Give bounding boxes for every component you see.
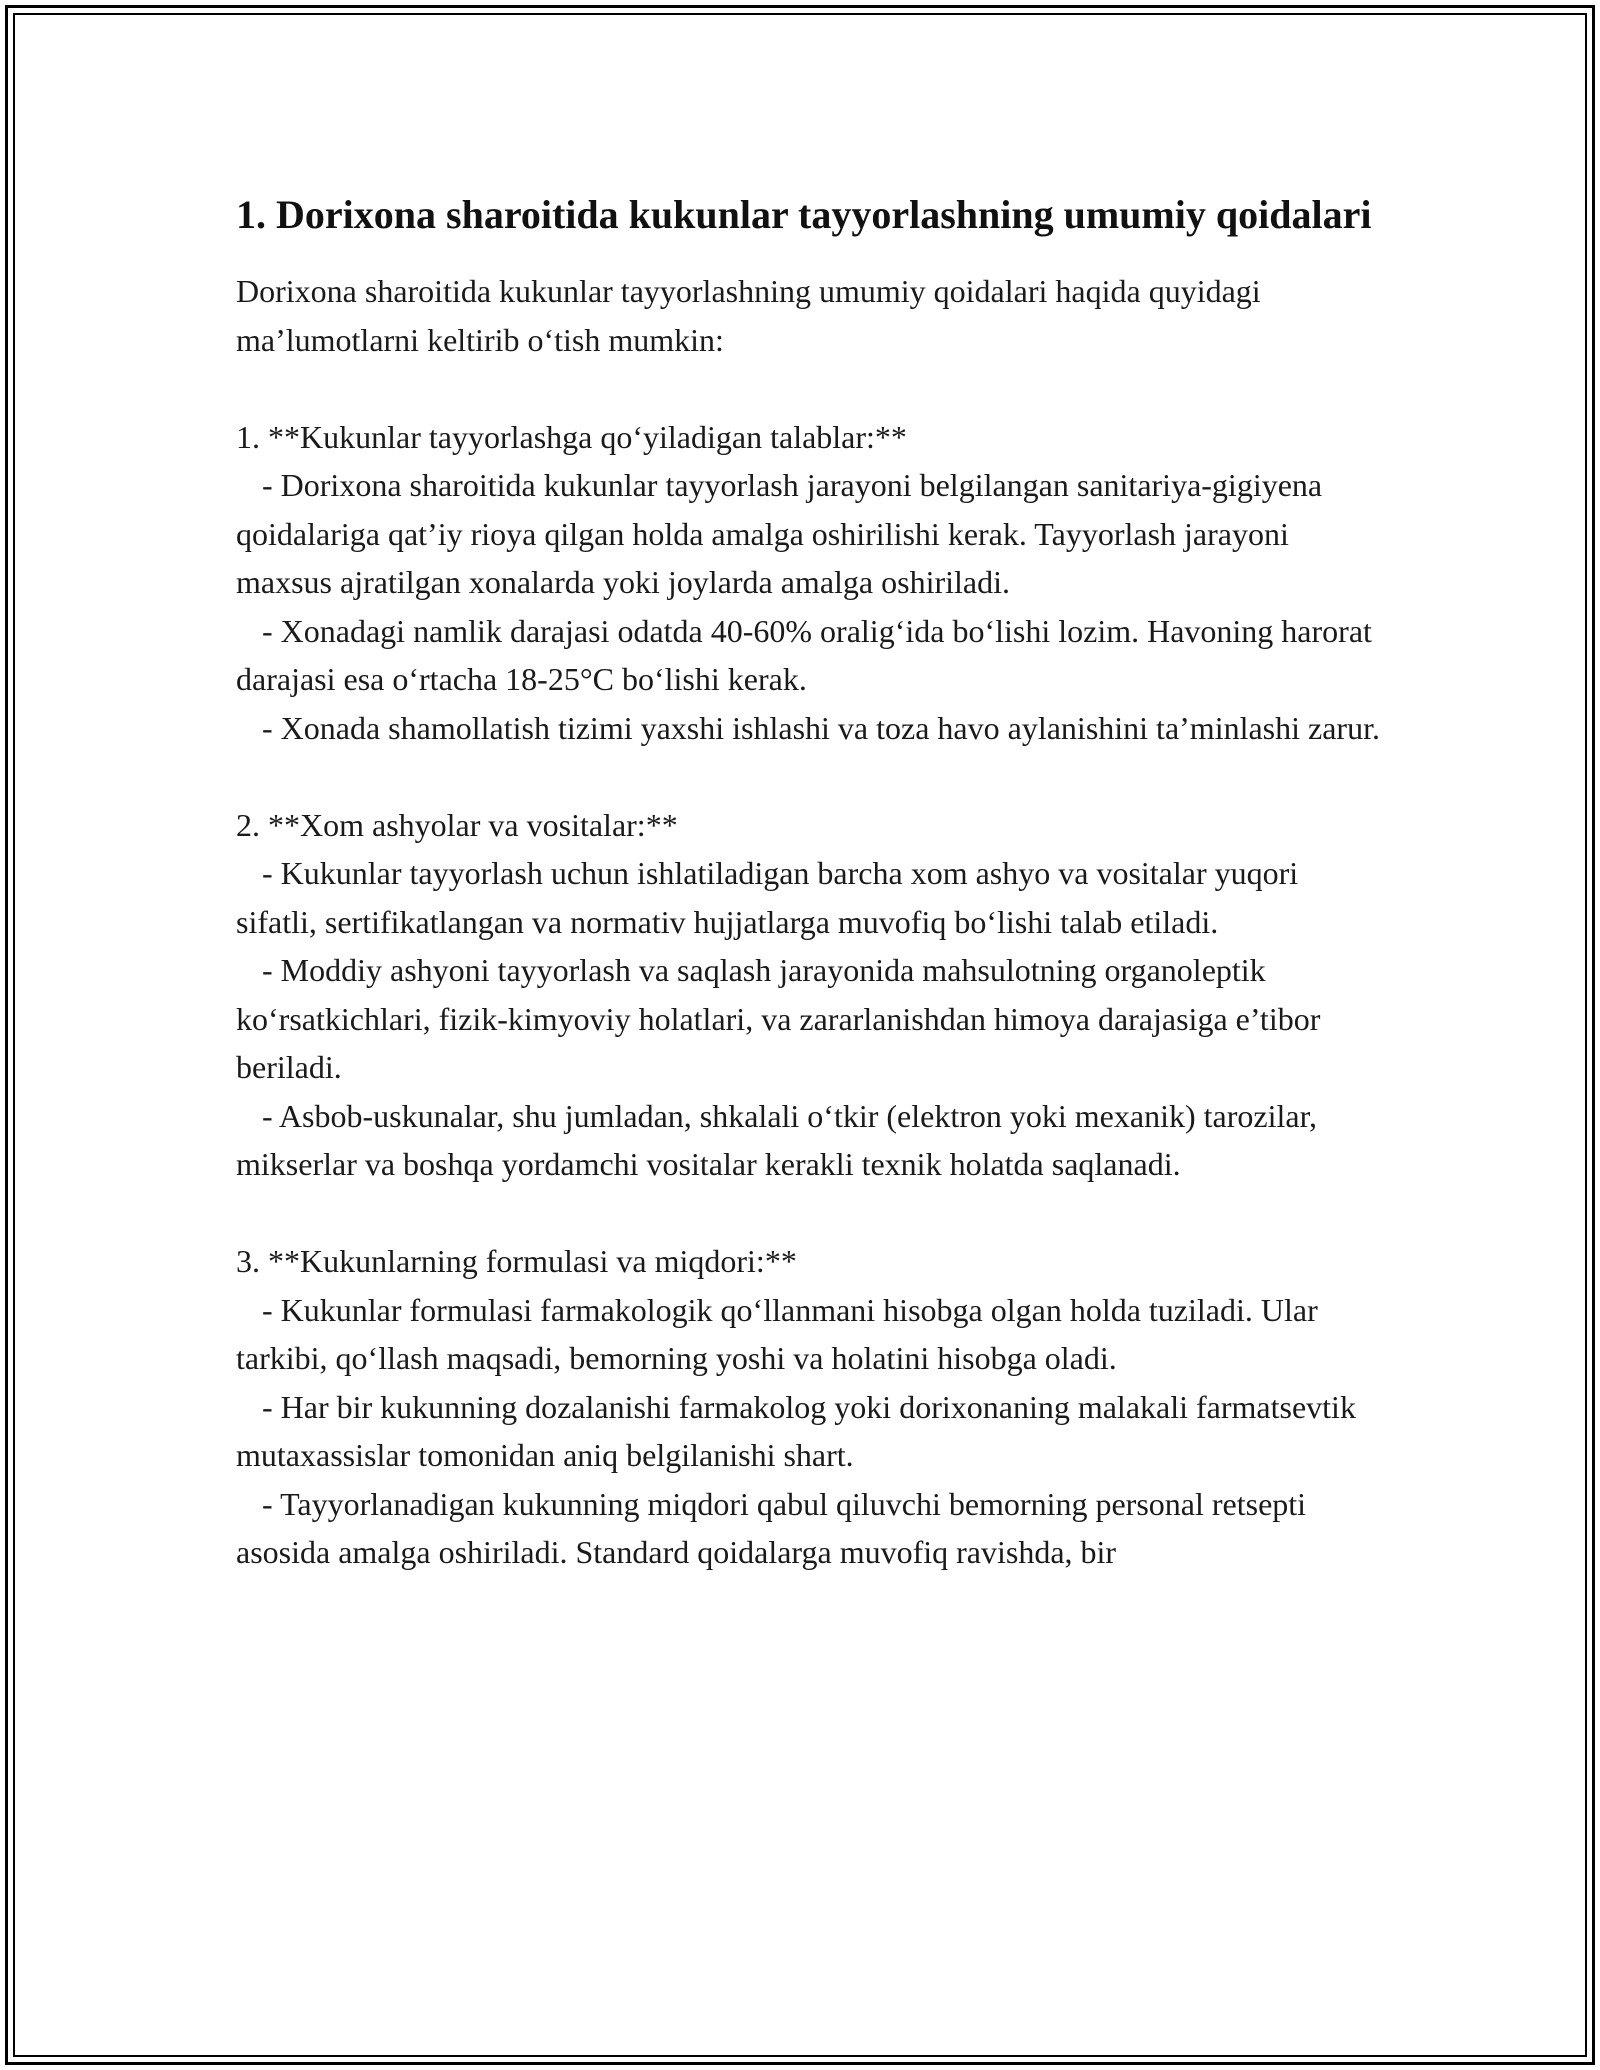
bullet-item: - Moddiy ashyoni tayyorlash va saqlash jarayonida mahsulotning organoleptik ko‘rsatkichlari, fizik-kimyoviy holatlari, va zararlanishdan himoya darajasiga e’tibor beriladi. — [236, 952, 1321, 1085]
section-3 — [236, 1237, 1386, 1577]
document-title: 1. Dorixona sharoitida kukunlar tayyorlashning umumiy qoidalari — [236, 192, 1372, 237]
bullet-item: - Dorixona sharoitida kukunlar tayyorlash jarayoni belgilangan sanitariya-gigiyena qoidalariga qat’iy rioya qilgan holda amalga oshirilishi kerak. Tayyorlash jarayoni maxsus ajratilgan xonalarda yoki joylarda amalga oshiriladi. — [236, 467, 1323, 600]
section-1 — [236, 413, 1386, 753]
section-heading: 1. **Kukunlar tayyorlashga qo‘yiladigan talablar:** — [236, 418, 907, 455]
intro-paragraph: Dorixona sharoitida kukunlar tayyorlashning umumiy qoidalari haqida quyidagi ma’lumotlarni keltirib o‘tish mumkin: — [236, 273, 1261, 358]
section-2 — [236, 801, 1386, 1189]
bullet-item: - Asbob-uskunalar, shu jumladan, shkalali o‘tkir (elektron yoki mexanik) tarozilar, mikserlar va boshqa yordamchi vositalar kerakli texnik holatda saqlanadi. — [236, 1097, 1317, 1182]
bullet-item: - Kukunlar formulasi farmakologik qo‘llanmani hisobga olgan holda tuziladi. Ular tarkibi, qo‘llash maqsadi, bemorning yoshi va holatini hisobga oladi. — [236, 1291, 1318, 1376]
bullet-item: - Xonadagi namlik darajasi odatda 40-60% oralig‘ida bo‘lishi lozim. Havoning harorat darajasi esa o‘rtacha 18-25°C bo‘lishi kerak. — [236, 612, 1372, 697]
bullet-item: - Tayyorlanadigan kukunning miqdori qabul qiluvchi bemorning personal retsepti asosida amalga oshiriladi. Standard qoidalarga muvofiq ravishda, bir — [236, 1485, 1307, 1570]
bullet-item: - Har bir kukunning dozalanishi farmakolog yoki dorixonaning malakali farmatsevtik mutaxassislar tomonidan aniq belgilanishi shart. — [236, 1388, 1356, 1473]
bullet-item: - Kukunlar tayyorlash uchun ishlatiladigan barcha xom ashyo va vositalar yuqori sifatli, sertifikatlangan va normativ hujjatlarga muvofiq bo‘lishi talab etiladi. — [236, 855, 1299, 940]
bullet-item: - Xonada shamollatish tizimi yaxshi ishlashi va toza havo aylanishini ta’minlashi zarur. — [262, 709, 1380, 746]
section-heading: 2. **Xom ashyolar va vositalar:** — [236, 806, 678, 843]
document-page — [236, 188, 1386, 1577]
section-heading: 3. **Kukunlarning formulasi va miqdori:** — [236, 1243, 797, 1279]
